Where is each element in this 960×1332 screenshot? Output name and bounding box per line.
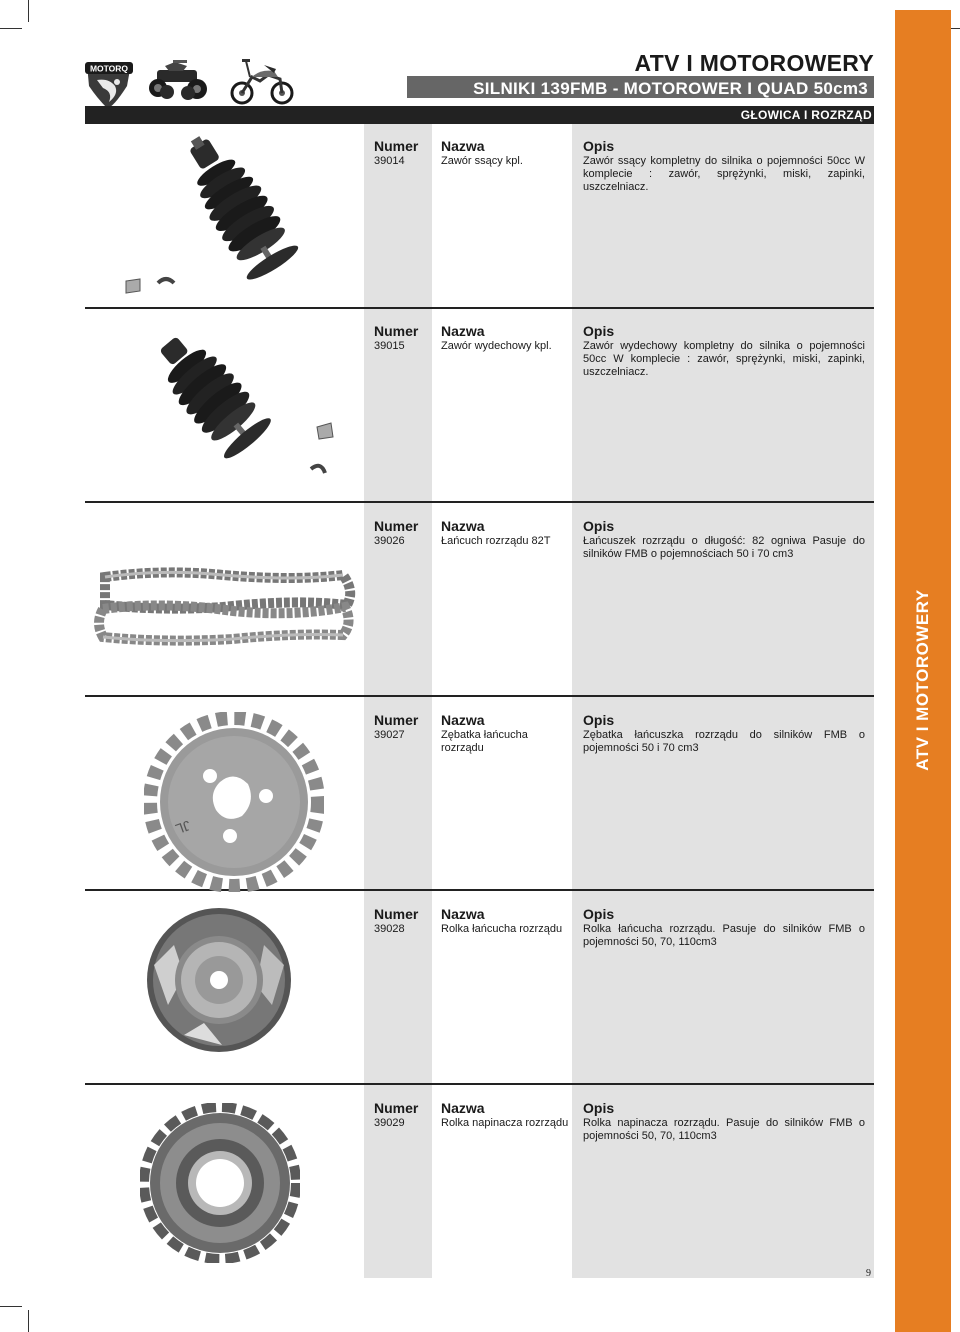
- product-number: 39026: [374, 535, 405, 547]
- product-name: Rolka napinacza rozrządu: [441, 1117, 569, 1129]
- row-separator: [85, 501, 874, 503]
- number-header: Numer: [374, 1100, 419, 1116]
- product-name: Zębatka łańcucha rozrządu: [441, 729, 528, 754]
- scooter-photo: [230, 55, 294, 107]
- product-number: 39028: [374, 923, 405, 935]
- motorq-logo: [83, 58, 135, 110]
- logo-text: MOTORQ: [89, 63, 129, 74]
- description-header: Opis: [583, 323, 615, 339]
- number-header: Numer: [374, 138, 419, 154]
- crop-mark: [28, 1310, 29, 1332]
- page-number: 9: [866, 1268, 871, 1279]
- crop-mark: [0, 28, 22, 29]
- product-name: Zawór wydechowy kpl.: [441, 340, 552, 352]
- row-separator: [85, 307, 874, 309]
- product-description: Zawór ssący kompletny do silnika o pojemności 50cc W komplecie : zawór, sprężynki, miski, zapinki, uszczelniacz.: [583, 155, 865, 193]
- number-header: Numer: [374, 906, 419, 922]
- number-header: Numer: [374, 712, 419, 728]
- chain-roller-image: [144, 905, 294, 1055]
- number-header: Numer: [374, 518, 419, 534]
- row-separator: [85, 695, 874, 697]
- name-header: Nazwa: [441, 323, 485, 339]
- sprocket-image: [144, 712, 324, 892]
- product-description: Rolka napinacza rozrządu. Pasuje do silników FMB o pojemności 50, 70, 110cm3: [583, 1117, 865, 1142]
- timing-chain-image: [93, 565, 358, 650]
- side-tab-label: ATV I MOTOROWERY: [913, 589, 932, 771]
- product-number: 39014: [374, 155, 405, 167]
- name-header: Nazwa: [441, 1100, 485, 1116]
- description-header: Opis: [583, 1100, 615, 1116]
- product-description: Łańcuszek rozrządu o długość: 82 ogniwa Pasuje do silników FMB o pojemnościach 50 i 70 cm3: [583, 535, 865, 560]
- product-name: Zawór ssący kpl.: [441, 155, 523, 167]
- product-number: 39027: [374, 729, 405, 741]
- name-header: Nazwa: [441, 138, 485, 154]
- catalog-title: ATV I MOTOROWERY: [634, 50, 874, 76]
- crop-mark: [28, 0, 29, 22]
- description-header: Opis: [583, 138, 615, 154]
- product-name: Rolka łańcucha rozrządu: [441, 923, 563, 935]
- description-header: Opis: [583, 518, 615, 534]
- atv-photo: [145, 58, 211, 104]
- crop-mark: [0, 1306, 22, 1307]
- product-name: Łańcuch rozrządu 82T: [441, 535, 551, 547]
- name-header: Nazwa: [441, 712, 485, 728]
- name-header: Nazwa: [441, 518, 485, 534]
- sprocket-marking: JL: [173, 817, 193, 838]
- product-description: Rolka łańcucha rozrządu. Pasuje do silników FMB o pojemności 50, 70, 110cm3: [583, 923, 865, 948]
- intake-valve-image: [110, 125, 350, 305]
- number-header: Numer: [374, 323, 419, 339]
- section-title: GŁOWICA I ROZRZĄD: [740, 108, 872, 122]
- catalog-subtitle: SILNIKI 139FMB - MOTOROWER I QUAD 50cm3: [473, 79, 868, 98]
- product-number: 39015: [374, 340, 405, 352]
- name-header: Nazwa: [441, 906, 485, 922]
- product-description: Zawór wydechowy kompletny do silnika o pojemności 50cc W komplecie : zawór, sprężynki, miski, zapinki, uszczelniacz.: [583, 340, 865, 378]
- description-header: Opis: [583, 906, 615, 922]
- product-number: 39029: [374, 1117, 405, 1129]
- description-header: Opis: [583, 712, 615, 728]
- exhaust-valve-image: [135, 325, 365, 495]
- product-description: Zębatka łańcuszka rozrządu do silników FMB o pojemności 50 i 70 cm3: [583, 729, 865, 754]
- row-separator: [85, 1083, 874, 1085]
- tensioner-roller-image: [140, 1103, 300, 1263]
